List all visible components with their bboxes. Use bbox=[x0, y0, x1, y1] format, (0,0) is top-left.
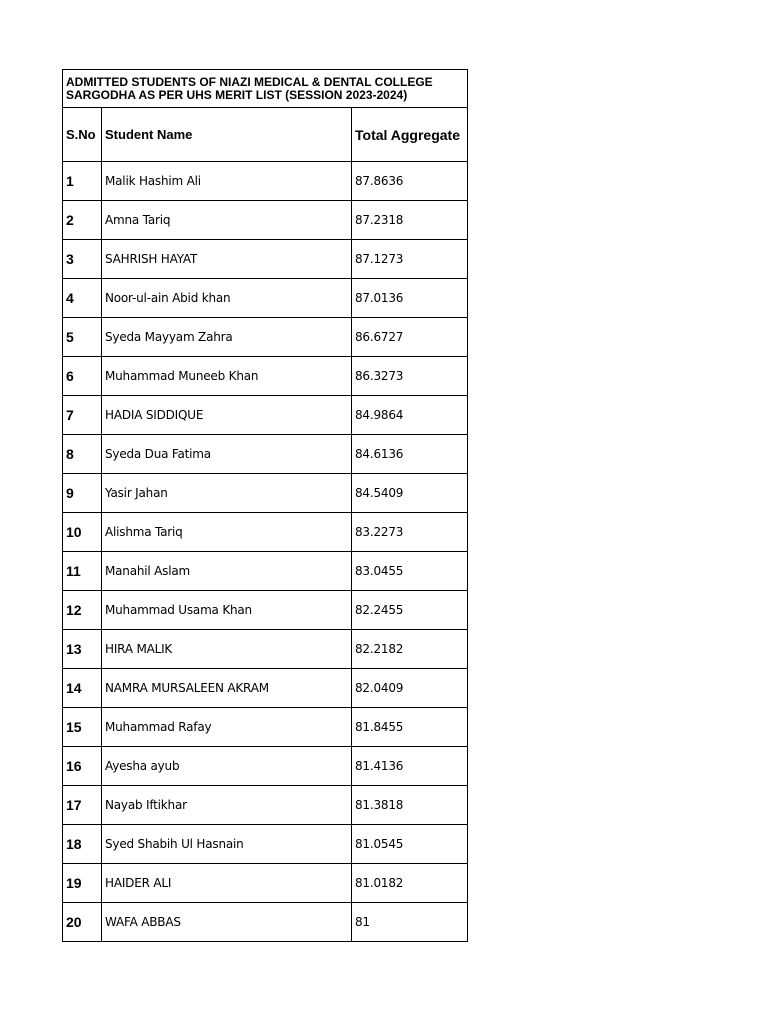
cell-student-name: SAHRISH HAYAT bbox=[102, 240, 352, 279]
header-row bbox=[63, 108, 468, 162]
cell-total-aggregate: 84.5409 bbox=[352, 474, 468, 513]
cell-sno: 18 bbox=[63, 825, 102, 864]
cell-sno: 5 bbox=[63, 318, 102, 357]
cell-sno: 2 bbox=[63, 201, 102, 240]
cell-student-name: Malik Hashim Ali bbox=[102, 162, 352, 201]
table-row bbox=[63, 708, 468, 747]
cell-student-name: Muhammad Muneeb Khan bbox=[102, 357, 352, 396]
table-row bbox=[63, 786, 468, 825]
cell-total-aggregate: 84.6136 bbox=[352, 435, 468, 474]
cell-student-name: Syeda Dua Fatima bbox=[102, 435, 352, 474]
cell-sno: 13 bbox=[63, 630, 102, 669]
table-row bbox=[63, 864, 468, 903]
cell-sno: 7 bbox=[63, 396, 102, 435]
cell-sno: 9 bbox=[63, 474, 102, 513]
table-body bbox=[63, 162, 468, 942]
table-row bbox=[63, 669, 468, 708]
cell-total-aggregate: 87.8636 bbox=[352, 162, 468, 201]
cell-total-aggregate: 82.2182 bbox=[352, 630, 468, 669]
table-row bbox=[63, 162, 468, 201]
cell-student-name: Ayesha ayub bbox=[102, 747, 352, 786]
cell-sno: 17 bbox=[63, 786, 102, 825]
cell-total-aggregate: 83.2273 bbox=[352, 513, 468, 552]
cell-student-name: Manahil Aslam bbox=[102, 552, 352, 591]
cell-sno: 8 bbox=[63, 435, 102, 474]
document-title bbox=[63, 70, 468, 108]
table-row bbox=[63, 747, 468, 786]
cell-student-name: Alishma Tariq bbox=[102, 513, 352, 552]
cell-total-aggregate: 81.0182 bbox=[352, 864, 468, 903]
cell-student-name: Muhammad Usama Khan bbox=[102, 591, 352, 630]
cell-sno: 15 bbox=[63, 708, 102, 747]
cell-total-aggregate: 81.4136 bbox=[352, 747, 468, 786]
cell-sno: 6 bbox=[63, 357, 102, 396]
cell-sno: 10 bbox=[63, 513, 102, 552]
column-header-student-name: Student Name bbox=[102, 108, 352, 162]
cell-sno: 16 bbox=[63, 747, 102, 786]
cell-student-name: Yasir Jahan bbox=[102, 474, 352, 513]
cell-sno: 19 bbox=[63, 864, 102, 903]
cell-student-name: Syed Shabih Ul Hasnain bbox=[102, 825, 352, 864]
cell-total-aggregate: 86.3273 bbox=[352, 357, 468, 396]
cell-total-aggregate: 82.0409 bbox=[352, 669, 468, 708]
cell-total-aggregate: 81.0545 bbox=[352, 825, 468, 864]
column-header-sno: S.No bbox=[63, 108, 102, 162]
cell-total-aggregate: 84.9864 bbox=[352, 396, 468, 435]
cell-student-name: HADIA SIDDIQUE bbox=[102, 396, 352, 435]
table-row bbox=[63, 630, 468, 669]
table-row bbox=[63, 552, 468, 591]
cell-student-name: HAIDER ALI bbox=[102, 864, 352, 903]
cell-student-name: Noor-ul-ain Abid khan bbox=[102, 279, 352, 318]
title-line-2: SARGODHA AS PER UHS MERIT LIST (SESSION 2023-2024) bbox=[66, 87, 408, 102]
cell-total-aggregate: 81.3818 bbox=[352, 786, 468, 825]
table-row bbox=[63, 513, 468, 552]
cell-student-name: NAMRA MURSALEEN AKRAM bbox=[102, 669, 352, 708]
table-row bbox=[63, 201, 468, 240]
column-header-total-aggregate: Total Aggregate bbox=[352, 108, 468, 162]
table-row bbox=[63, 318, 468, 357]
cell-total-aggregate: 86.6727 bbox=[352, 318, 468, 357]
cell-total-aggregate: 87.2318 bbox=[352, 201, 468, 240]
title-row bbox=[63, 70, 468, 108]
cell-student-name: Syeda Mayyam Zahra bbox=[102, 318, 352, 357]
table-row bbox=[63, 903, 468, 942]
cell-sno: 20 bbox=[63, 903, 102, 942]
table-row bbox=[63, 240, 468, 279]
table-row bbox=[63, 474, 468, 513]
cell-total-aggregate: 81 bbox=[352, 903, 468, 942]
cell-total-aggregate: 87.0136 bbox=[352, 279, 468, 318]
title-line-1: ADMITTED STUDENTS OF NIAZI MEDICAL & DENTAL COLLEGE bbox=[66, 74, 433, 89]
cell-sno: 4 bbox=[63, 279, 102, 318]
table-row bbox=[63, 279, 468, 318]
table-row bbox=[63, 396, 468, 435]
cell-student-name: Nayab Iftikhar bbox=[102, 786, 352, 825]
table-row bbox=[63, 357, 468, 396]
cell-student-name: WAFA ABBAS bbox=[102, 903, 352, 942]
table-row bbox=[63, 591, 468, 630]
cell-student-name: Amna Tariq bbox=[102, 201, 352, 240]
cell-total-aggregate: 81.8455 bbox=[352, 708, 468, 747]
merit-list-table bbox=[62, 69, 468, 942]
table-row bbox=[63, 435, 468, 474]
cell-sno: 14 bbox=[63, 669, 102, 708]
table-row bbox=[63, 825, 468, 864]
cell-sno: 3 bbox=[63, 240, 102, 279]
cell-total-aggregate: 83.0455 bbox=[352, 552, 468, 591]
cell-sno: 12 bbox=[63, 591, 102, 630]
cell-student-name: Muhammad Rafay bbox=[102, 708, 352, 747]
cell-student-name: HIRA MALIK bbox=[102, 630, 352, 669]
cell-total-aggregate: 82.2455 bbox=[352, 591, 468, 630]
cell-sno: 1 bbox=[63, 162, 102, 201]
cell-total-aggregate: 87.1273 bbox=[352, 240, 468, 279]
cell-sno: 11 bbox=[63, 552, 102, 591]
